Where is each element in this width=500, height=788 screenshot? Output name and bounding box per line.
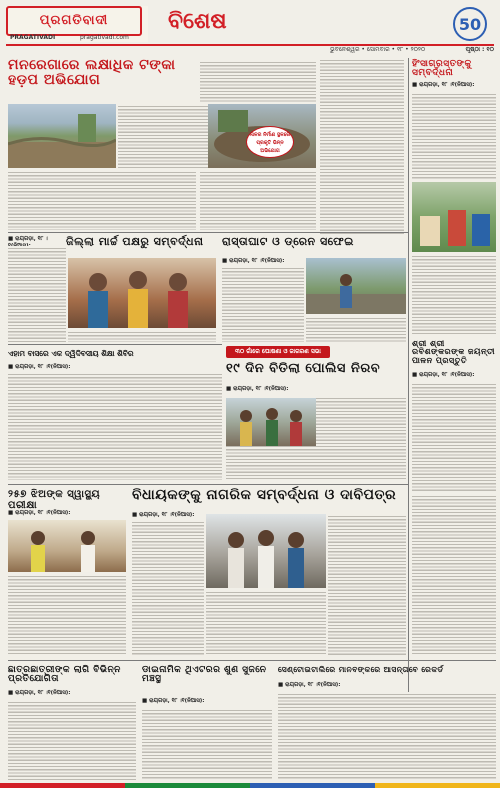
section-rule-4 (8, 660, 496, 661)
right-top-photo (412, 182, 496, 252)
mla-body-2 (206, 590, 326, 656)
logo-url: pragativadi.com (80, 34, 129, 41)
anniversary-number: 50 (458, 15, 482, 34)
logo-text: ପ୍ରଗତିବାଦୀ (6, 6, 142, 36)
jayanti-body (412, 382, 496, 492)
students-dateline: ■ ରାୟଗଡ଼ା, ୧୮ ।୧(ନିଆସ): (8, 690, 71, 696)
road-body-2 (306, 316, 406, 342)
footer-color-bar (0, 783, 500, 788)
lead-photo (8, 104, 116, 168)
felicitation-photo (68, 258, 216, 328)
section-rule-2 (8, 344, 222, 345)
students-body (8, 700, 136, 780)
issue-date: ଭୁବନେଶ୍ୱର • ସୋମବାର • ୧୮ • ୨୦୨୦ (330, 46, 426, 53)
page-number: ପୃଷ୍ଠା : ୧୦ (465, 46, 494, 53)
school-body (8, 372, 222, 480)
felicitation-headline: ଜିଲ୍ଲା ମାର୍ଚ୍ଚ ପକ୍ଷରୁ ସମ୍ବର୍ଦ୍ଧନା (66, 235, 204, 248)
right-body-lower (412, 494, 496, 654)
mla-photo (206, 514, 326, 588)
school-headline: ଏହାମ ବାସରେ ଏକ ଦ୍ୱିଦିବସୀୟ ଶିକ୍ଷା ଶିବିର (8, 349, 134, 358)
right-top-body-2 (412, 254, 496, 336)
center-column-body (320, 58, 404, 234)
theatre-body (142, 708, 272, 780)
police-photo (226, 398, 316, 446)
felicitation-body (8, 246, 66, 342)
center-dateline: ■ ରାୟଗଡ଼ା, ୧୮ ।୧(ନିଆସ): (278, 682, 341, 688)
mla-headline: ବିଧାୟକଙ୍କୁ ନାଗରିକ ସମ୍ବର୍ଦ୍ଧନା ଓ ଦାବିପତ୍ର (132, 487, 397, 503)
right-top-headline: ହିଂସାଗ୍ରସ୍ତଙ୍କୁ ସମ୍ବର୍ଦ୍ଧନା (412, 59, 472, 79)
section-title: ବିଶେଷ (168, 9, 227, 34)
road-dateline: ■ ରାୟଗଡ଼ା, ୧୮ ।୧(ନିଆସ): (222, 258, 285, 264)
theatre-headline: ଡାଇନାମିକ ଥିଏଟରର ଶୁଣ ସୁଜନେ ମଞ୍ଚସ୍ଥ (142, 665, 267, 685)
logo-subtitle: PRAGATIVADI (10, 34, 56, 41)
health-body (8, 574, 126, 656)
theatre-dateline: ■ ରାୟଗଡ଼ା, ୧୮ ।୧(ନିଆସ): (142, 698, 205, 704)
center-body (278, 692, 496, 780)
road-photo (306, 258, 406, 314)
mla-body (132, 520, 204, 656)
lead-inset: ନାଳର ନିର୍ମାଣ ସ୍ଥଳରେ ପ୍ରକୃତି ଭିନ୍ନ ଅଭିଯୋଗ (246, 126, 294, 158)
school-dateline: ■ ରାୟଗଡ଼ା, ୧୮ ।୧(ନିଆସ): (8, 364, 71, 370)
mla-dateline: ■ ରାୟଗଡ଼ା, ୧୮ ।୧(ନିଆସ): (132, 512, 195, 518)
road-headline: ରାସ୍ତାଘାଟ ଓ ଡ୍ରେନ ସଫେଇ (222, 235, 354, 248)
right-top-dateline: ■ ରାୟଗଡ଼ା, ୧୮ ।୧(ନିଆସ): (412, 82, 475, 88)
police-headline: ୧୯ ଦିନ ବିତିଲା ପୋଲିସ ନିରବ (226, 361, 381, 376)
felicitation-caption (68, 330, 216, 342)
newspaper-logo (6, 6, 148, 42)
lead-body-3 (200, 60, 316, 102)
jayanti-dateline: ■ ରାୟଗଡ଼ା, ୧୮ ।୧(ନିଆସ): (412, 372, 475, 378)
jayanti-headline: ଶ୍ରୀ ଶ୍ରୀ ରବିଶଙ୍କରଙ୍କ ଜୟନ୍ତୀ ପାଳନ ପ୍ରସ୍ତୁତି (412, 339, 495, 365)
anniversary-logo (440, 4, 492, 44)
health-photo (8, 520, 126, 572)
lead-headline: ମନରେଗାରେ ଲକ୍ଷାଧିକ ଟଙ୍କା ହଡ଼ପ ଅଭିଯୋଗ (8, 57, 176, 88)
health-headline: ୨୫୭ ଝିଅଙ୍କ ସ୍ୱାସ୍ଥ୍ୟ ପରୀକ୍ଷା (8, 489, 101, 511)
lead-body (118, 104, 208, 168)
lead-body-2 (8, 170, 196, 230)
section-rule-3 (8, 484, 408, 485)
right-top-body (412, 92, 496, 180)
road-body (222, 266, 304, 342)
health-dateline: ■ ରାୟଗଡ଼ା, ୧୮ ।୧(ନିଆସ): (8, 510, 71, 516)
police-kicker-badge: ୩୦ ଗାଁରେ ଘୋଷଣା ଓ ଜାଗରଣ ସଭା (226, 346, 330, 358)
lead-body-4 (200, 170, 316, 230)
center-headline: ସେଣ୍ଟୋଇଟାଲିରେ ମାନବଙ୍କରେ ଆସନ୍ତାବେ ରେକର୍ଡ (278, 665, 444, 674)
students-headline: ଛାତ୍ରଛାତ୍ରୀଙ୍କ ଲାଗି ବିଭିନ୍ନ ପ୍ରତିଯୋଗିତା (8, 665, 121, 685)
section-rule (8, 232, 408, 233)
mla-body-3 (328, 514, 406, 656)
police-dateline: ■ ରାୟଗଡ଼ା, ୧୮ ।୧(ନିଆସ): (226, 386, 289, 392)
felicitation-dateline: ■ ରାୟଗଡ଼ା, ୧୮ । (8, 236, 48, 242)
